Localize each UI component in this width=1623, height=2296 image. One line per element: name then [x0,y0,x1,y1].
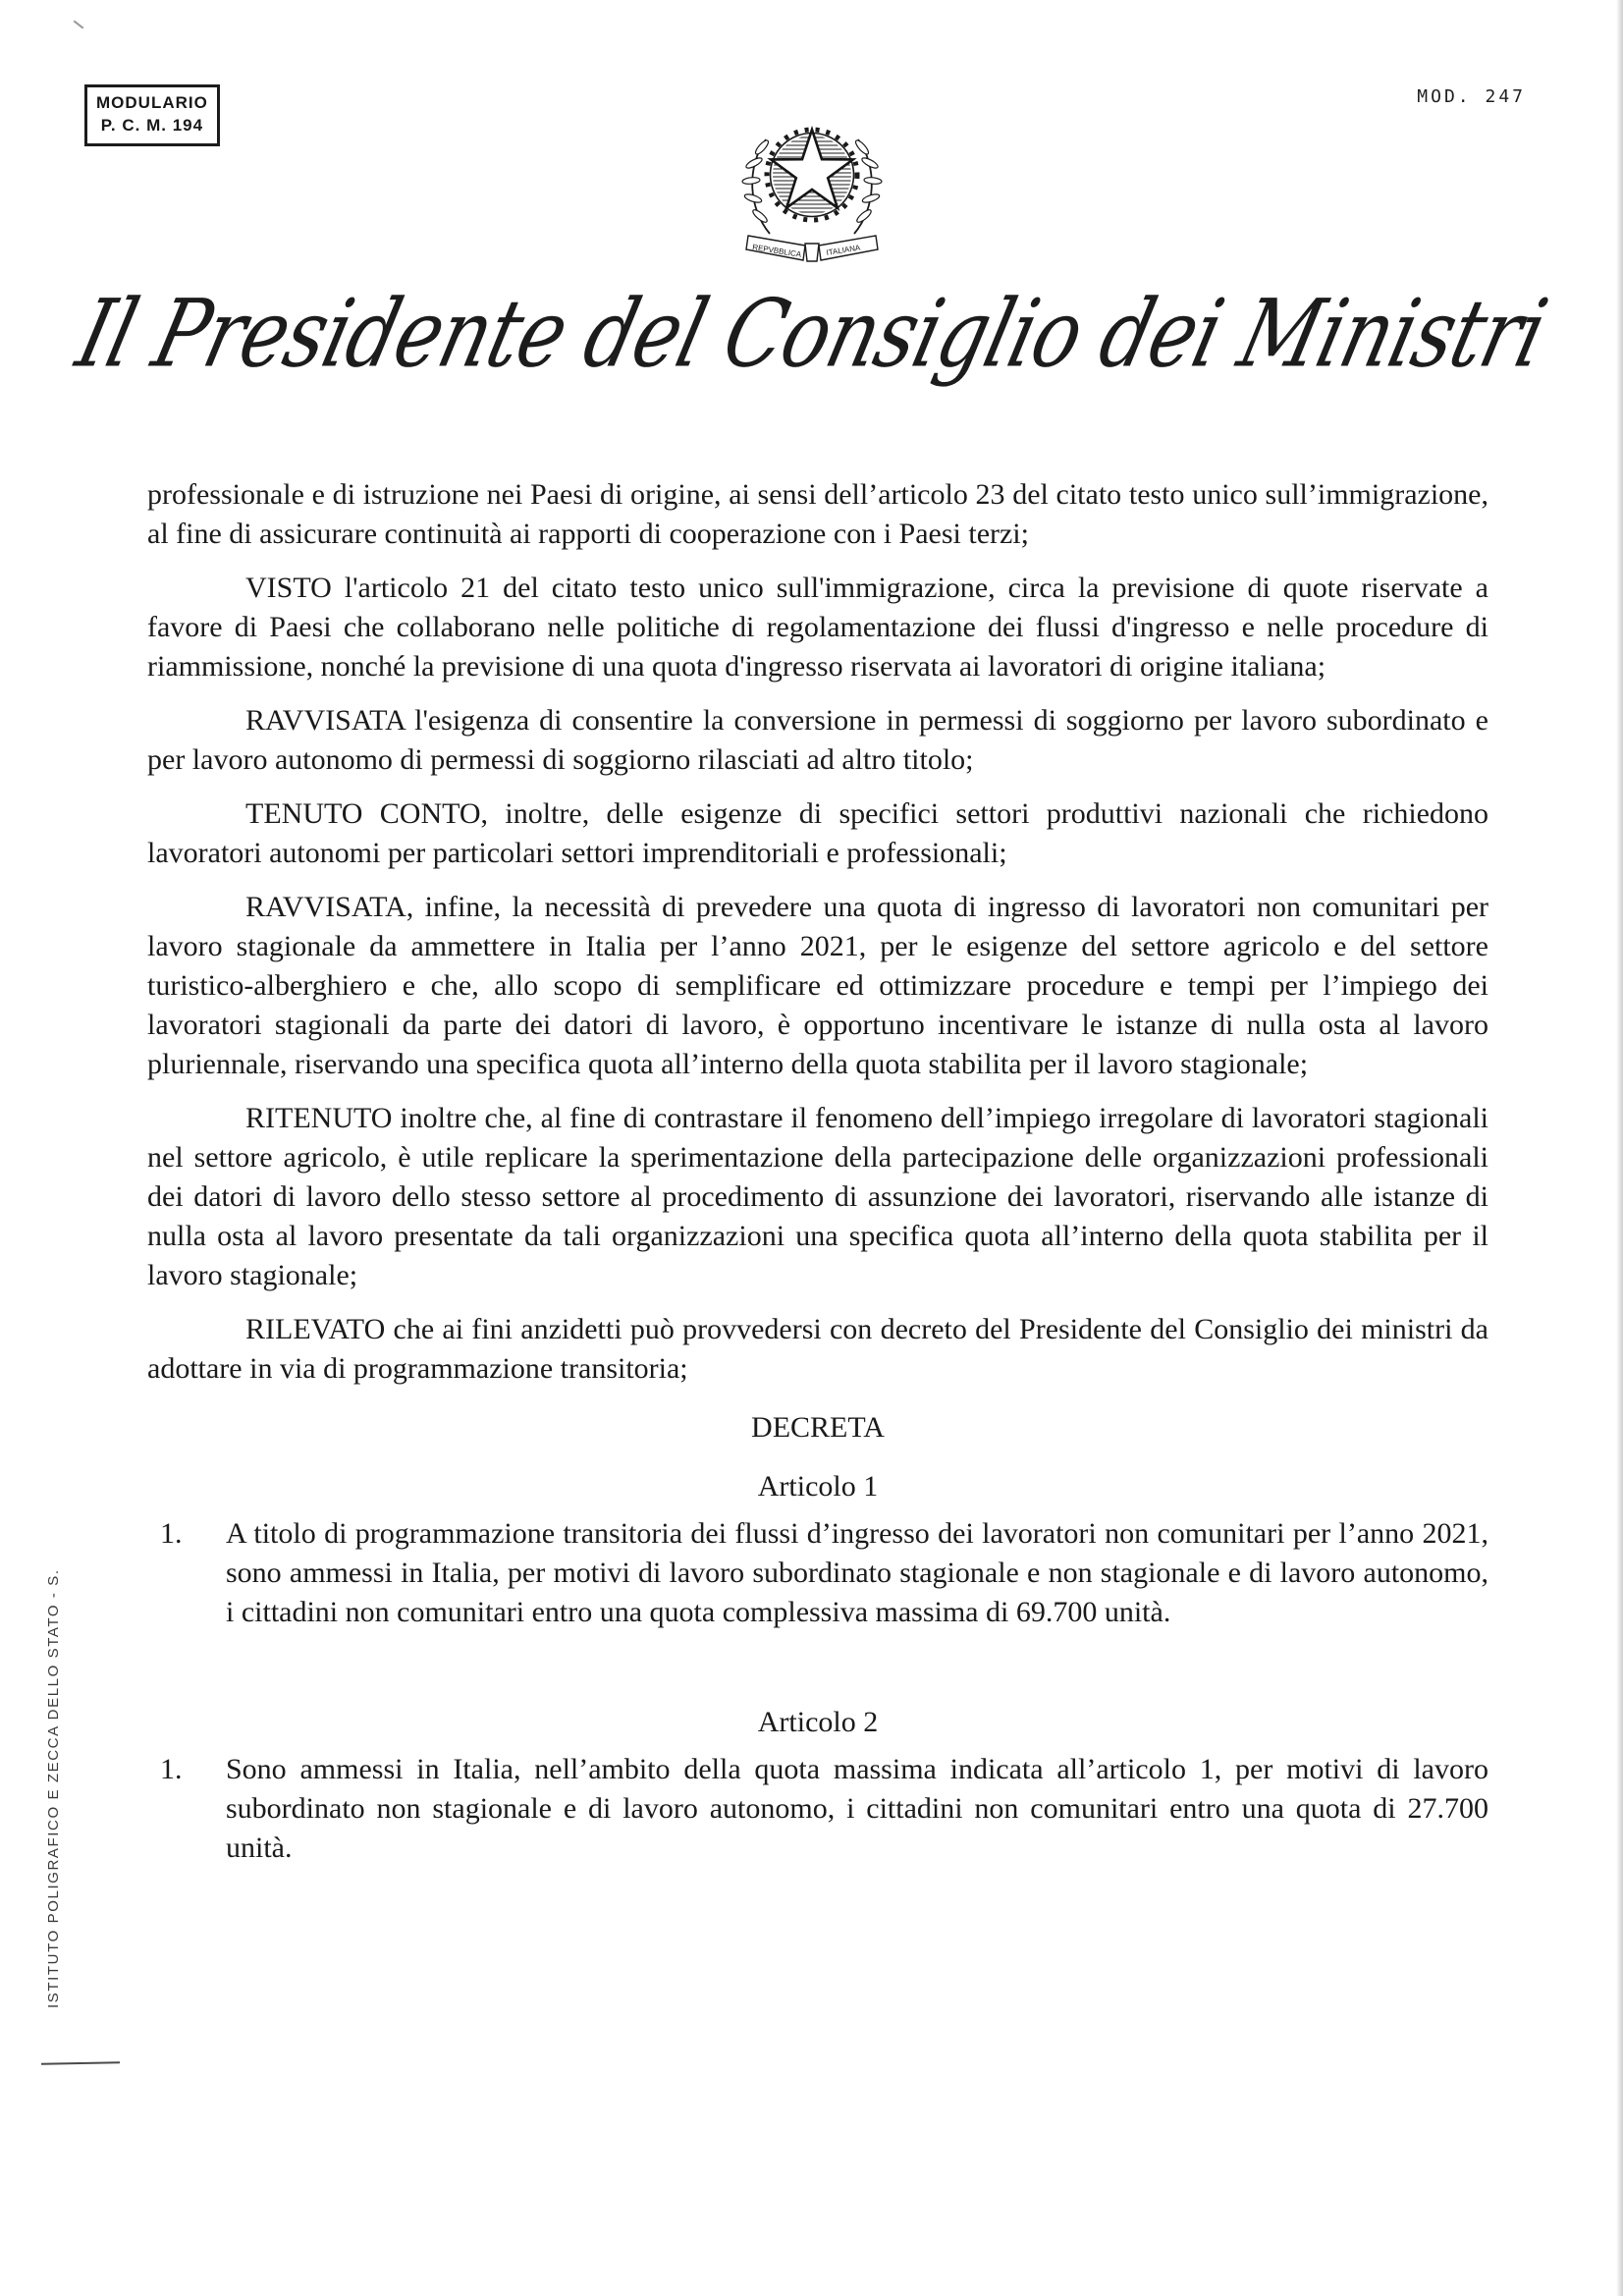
item-number: 1. [160,1517,183,1550]
ribbon-banner [746,236,878,261]
ribbon-text-left: REPVBBLICA [751,243,802,259]
modulario-stamp [84,84,220,146]
script-title: Il Presidente del Consiglio dei Ministri [67,281,1556,389]
paragraph-continuation: professionale e di istruzione nei Paesi di origine, ai sensi dell’articolo 23 del citato testo unico sull’immigrazione, al fine di assicurare continuità ai rapporti di cooperazione con i Paesi terzi; [147,478,1488,550]
article-2-item-1 [147,1750,1488,1868]
scan-line-artifact [41,2061,120,2064]
article-2-heading: Articolo 2 [757,1706,879,1738]
paragraph-ravvisata-2: RAVVISATA, infine, la necessità di prevedere una quota di ingresso di lavoratori non comunitari per lavoro stagionale da ammettere in Italia per l’anno 2021, per le esigenze del settore agricolo e del settore turistico-alberghiero e che, allo scopo di semplificare ed ottimizzare procedure e tempi per l’impiego dei lavoratori stagionali da parte dei datori di lavoro, è opportuno incentivare le istanze di nulla osta al lavoro pluriennale, riservando una specifica quota all’interno della quota stabilita per il lavoro stagionale; [147,891,1488,1080]
article-1-heading: Articolo 1 [757,1470,879,1503]
paragraph-tenuto-conto: TENUTO CONTO, inoltre, delle esigenze di specifici settori produttivi nazionali che richiedono lavoratori autonomi per particolari settori imprenditoriali e professionali; [147,797,1488,869]
italian-republic-emblem-icon [736,106,888,267]
item-text: Sono ammessi in Italia, nell’ambito della quota massima indicata all’articolo 1, per motivi di lavoro subordinato non stagionale e di lavoro autonomo, i cittadini non comunitari entro una quota di 27.700 unità. [226,1753,1488,1864]
mod-number-label: MOD. 247 [1417,86,1526,107]
paragraph-ritenuto: RITENUTO inoltre che, al fine di contrastare il fenomeno dell’impiego irregolare di lavoratori stagionali nel settore agricolo, è utile replicare la sperimentazione della partecipazione delle organizzazioni professionali dei datori di lavoro dello stesso settore al procedimento di assunzione dei lavoratori, riservando alle istanze di nulla osta al lavoro presentate da tali organizzazioni una specifica quota all’interno della quota stabilita per il lavoro stagionale; [147,1102,1488,1291]
paragraph-rilevato: RILEVATO che ai fini anzidetti può provvedersi con decreto del Presidente del Consiglio dei ministri da adottare in via di programmazione transitoria; [147,1313,1488,1385]
paragraph-ravvisata-1: RAVVISATA l'esigenza di consentire la conversione in permessi di soggiorno per lavoro subordinato e per lavoro autonomo di permessi di soggiorno rilasciati ad altro titolo; [147,704,1488,776]
item-text: A titolo di programmazione transitoria dei flussi d’ingresso dei lavoratori non comunitari per l’anno 2021, sono ammessi in Italia, per motivi di lavoro subordinato stagionale e non stagionale e di lavoro autonomo, i cittadini non comunitari entro una quota complessiva massima di 69.700 unità. [226,1517,1488,1628]
decreta-heading: DECRETA [751,1411,885,1444]
modulario-line2: P. C. M. 194 [100,115,204,135]
scan-speck-artifact [74,21,84,29]
modulario-line1: MODULARIO [96,93,208,112]
item-number: 1. [160,1753,183,1785]
emblem-svg [736,106,888,267]
printer-imprint-vertical: ISTITUTO POLIGRAFICO E ZECCA DELLO STATO - S. [45,1568,62,2008]
document-body [147,475,1488,1868]
paragraph-visto: VISTO l'articolo 21 del citato testo unico sull'immigrazione, circa la previsione di quote riservate a favore di Paesi che collaborano nelle politiche di regolamentazione dei flussi d'ingresso e nelle procedure di riammissione, nonché la previsione di una quota d'ingresso riservata ai lavoratori di origine italiana; [147,572,1488,683]
article-1-item-1 [147,1514,1488,1632]
ribbon-text-right: ITALIANA [825,243,861,257]
